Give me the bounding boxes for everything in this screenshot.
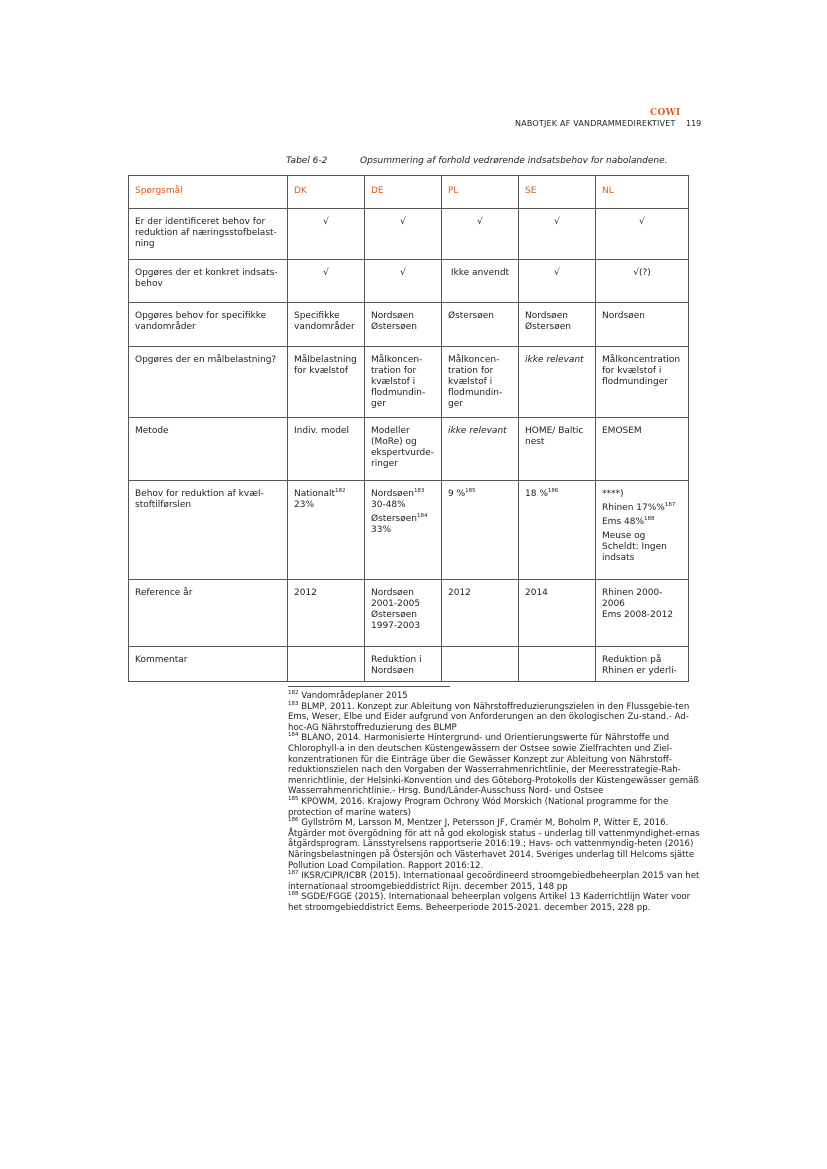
dk-cell: Indiv. model — [288, 418, 365, 481]
de-cell — [365, 580, 442, 647]
nl-cell: Nordsøen — [596, 303, 689, 347]
footnote-text: BLMP, 2011. Konzept zur Ableitung von Nährstoffreduzierungszielen in den Flussgebie-ten Ems, Weser, Elbe und Eider aufgrund von Anforderungen an den ökologischen Zu-stand.- Ad-hoc-AG Nährstoffreduzierung des BLMP — [288, 701, 690, 733]
caption-label: Tabel 6-2 — [286, 156, 328, 166]
de-cell: Målkoncen-tration for kvælstof i flodmundin-ger — [365, 347, 442, 418]
de-value-a2: 30-48% — [371, 500, 406, 510]
nl-cell: √(?) — [596, 260, 689, 303]
table-row — [129, 647, 689, 682]
footnote-ref: 182 — [335, 488, 346, 494]
de-cell: Reduktion i Nordsøen — [365, 647, 442, 682]
footnote-text: IKSR/CIPR/ICBR (2015). Internationaal gecoördineerd stroomgebiedbeheerplan 2015 van het internationaal stroomgebieddistrict Rijn. december 2015, 148 pp — [288, 871, 700, 892]
header-cell: DE — [365, 176, 442, 209]
page-number: 119 — [686, 119, 702, 128]
footnotes — [288, 691, 700, 913]
dk-cell — [288, 647, 365, 682]
footnote — [288, 871, 700, 892]
footnote — [288, 892, 700, 913]
pl-cell — [442, 481, 519, 580]
table-row — [129, 209, 689, 260]
table-header-row — [129, 176, 689, 209]
footnote-ref: 188 — [644, 516, 655, 522]
footnote-ref: 183 — [413, 488, 425, 494]
nl-value-a: Rhinen 2000-2006 — [602, 588, 663, 609]
de-value-a: Nordsøen 2001-2005 — [371, 588, 421, 609]
nl-cell: EMOSEM — [596, 418, 689, 481]
se-value: 18 % — [525, 489, 548, 499]
nl-value-b: Ems 2008-2012 — [602, 610, 674, 620]
header-cell: DK — [288, 176, 365, 209]
de-cell — [365, 481, 442, 580]
question-cell: Kommentar — [129, 647, 288, 682]
pl-cell: ikke relevant — [442, 418, 519, 481]
pl-cell: Ikke anvendt — [442, 260, 519, 303]
header-cell: Spørgsmål — [129, 176, 288, 209]
dk-cell: Specifikke vandområder — [288, 303, 365, 347]
se-cell: 2014 — [519, 580, 596, 647]
question-cell: Metode — [129, 418, 288, 481]
de-value-b: Østersøen — [371, 514, 417, 524]
de-cell: Modeller (MoRe) og ekspertvurde-ringer — [365, 418, 442, 481]
footnote — [288, 818, 700, 871]
de-cell: Nordsøen Østersøen — [365, 303, 442, 347]
nl-value-b: Rhinen 17%% — [602, 503, 665, 513]
dk-cell: Målbelastning for kvælstof — [288, 347, 365, 418]
footnote-number: 188 — [288, 891, 299, 898]
question-cell: Reference år — [129, 580, 288, 647]
footnote-text: Gyllström M, Larsson M, Mentzer J, Petersson JF, Cramér M, Boholm P, Witter E, 2016. Åtgärder mot övergödning för att nå god ekologisk status - underlag till vattenmyndighet-ernas åtgärdsprogram. Länsstyrelsens rapportserie 2016:19.; Havs- och vattenmyndig-heten (2016) Näringsbelastningen på Östersjön och Västerhavet 2014. Sveriges underlag till Helcoms sjätte Pollution Load Compilation. Rapport 2016:12. — [288, 818, 700, 871]
se-cell — [519, 481, 596, 580]
footnote-text: BLANO, 2014. Harmonisierte Hintergrund- und Orientierungswerte für Nährstoffe und Chlorophyll-a in den deutschen Küstengewässern der Ostsee sowie Zielfrachten und Ziel-konzentrationen für die Einträge über die Gewässer Konzept zur Ableitung von Nährstoff-reduktionszielen nach den Vorgaben der Wasserrahmenrichtlinie, der Meeresstrategie-Rah-menrichtlinie, der Helsinki-Konvention und des Göteborg-Protokolls der Küstengewässer gemäß Wasserrahmenrichtlinie.- Hrsg. Bund/Länder-Ausschuss Nord- und Ostsee — [288, 733, 699, 797]
dk-value-2: 23% — [294, 500, 315, 510]
footnote — [288, 733, 700, 797]
footnote-number: 184 — [288, 732, 299, 739]
table-row — [129, 303, 689, 347]
de-cell: √ — [365, 260, 442, 303]
question-cell: Opgøres behov for specifikke vandområder — [129, 303, 288, 347]
running-head: NABOTJEK AF VANDRAMMEDIREKTIVET — [515, 119, 676, 128]
se-cell: √ — [519, 260, 596, 303]
de-value-b: Østersøen 1997-2003 — [371, 610, 421, 631]
footnote-number: 186 — [288, 817, 299, 824]
header-cell: PL — [442, 176, 519, 209]
question-cell: Opgøres der et konkret indsats-behov — [129, 260, 288, 303]
table-row — [129, 347, 689, 418]
dk-cell — [288, 481, 365, 580]
footnote-text: SGDE/FGGE (2015). Internationaal beheerplan volgens Artikel 13 Kaderrichtlijn Water voor het stroomgebieddistrict Eems. Beheerperiode 2015-2021. december 2015, 228 pp. — [288, 892, 691, 913]
se-cell: Nordsøen Østersøen — [519, 303, 596, 347]
footnote-number: 185 — [288, 795, 299, 802]
dk-cell: √ — [288, 260, 365, 303]
de-value-b2: 33% — [371, 525, 392, 535]
summary-table — [128, 175, 689, 682]
pl-cell: 2012 — [442, 580, 519, 647]
footnote — [288, 797, 700, 818]
nl-cell: Målkoncentration for kvælstof i flodmundinger — [596, 347, 689, 418]
header-cell: NL — [596, 176, 689, 209]
nl-cell: √ — [596, 209, 689, 260]
table-row — [129, 481, 689, 580]
footnote-text: Vandområdeplaner 2015 — [301, 691, 408, 701]
footnote-ref: 187 — [664, 502, 676, 508]
nl-value-a: ****) — [602, 489, 624, 499]
de-cell: √ — [365, 209, 442, 260]
footnote-separator — [288, 686, 450, 687]
nl-cell: Reduktion på Rhinen er yderli- — [596, 647, 689, 682]
footnote-ref: 185 — [465, 488, 476, 494]
header-cell: SE — [519, 176, 596, 209]
nl-cell — [596, 580, 689, 647]
nl-value-c: Ems 48% — [602, 517, 645, 527]
footnote-text: KPOWM, 2016. Krajowy Program Ochrony Wód Morskich (National programme for the protection of marine waters) — [288, 796, 669, 818]
dk-cell: √ — [288, 209, 365, 260]
se-cell: HOME/ Baltic nest — [519, 418, 596, 481]
table-row — [129, 260, 689, 303]
footnote-number: 182 — [288, 690, 299, 696]
de-value-a: Nordsøen — [371, 489, 414, 499]
footnote — [288, 691, 700, 702]
table-caption — [286, 156, 668, 166]
pl-cell: Målkoncen-tration for kvælstof i flodmundin-ger — [442, 347, 519, 418]
pl-cell: √ — [442, 209, 519, 260]
footnote — [288, 702, 700, 734]
se-cell: √ — [519, 209, 596, 260]
question-cell: Behov for reduktion af kvæl-stoftilførslen — [129, 481, 288, 580]
caption-title: Opsummering af forhold vedrørende indsatsbehov for nabolandene. — [360, 156, 668, 166]
footnote-ref: 184 — [416, 513, 428, 519]
question-cell: Opgøres der en målbelastning? — [129, 347, 288, 418]
question-cell: Er der identificeret behov for reduktion af næringsstofbelast-ning — [129, 209, 288, 260]
company-logo: COWI — [650, 108, 681, 118]
pl-cell — [442, 647, 519, 682]
nl-cell — [596, 481, 689, 580]
table-row — [129, 580, 689, 647]
table-row — [129, 418, 689, 481]
pl-value: 9 % — [448, 489, 466, 499]
pl-cell: Østersøen — [442, 303, 519, 347]
footnote-ref: 186 — [547, 488, 559, 494]
dk-cell: 2012 — [288, 580, 365, 647]
footnote-number: 187 — [288, 870, 299, 877]
se-cell: ikke relevant — [519, 347, 596, 418]
nl-value-d: Meuse og Scheldt: Ingen indsats — [602, 531, 667, 563]
footnote-number: 183 — [288, 700, 299, 707]
dk-value: Nationalt — [294, 489, 336, 499]
se-cell — [519, 647, 596, 682]
